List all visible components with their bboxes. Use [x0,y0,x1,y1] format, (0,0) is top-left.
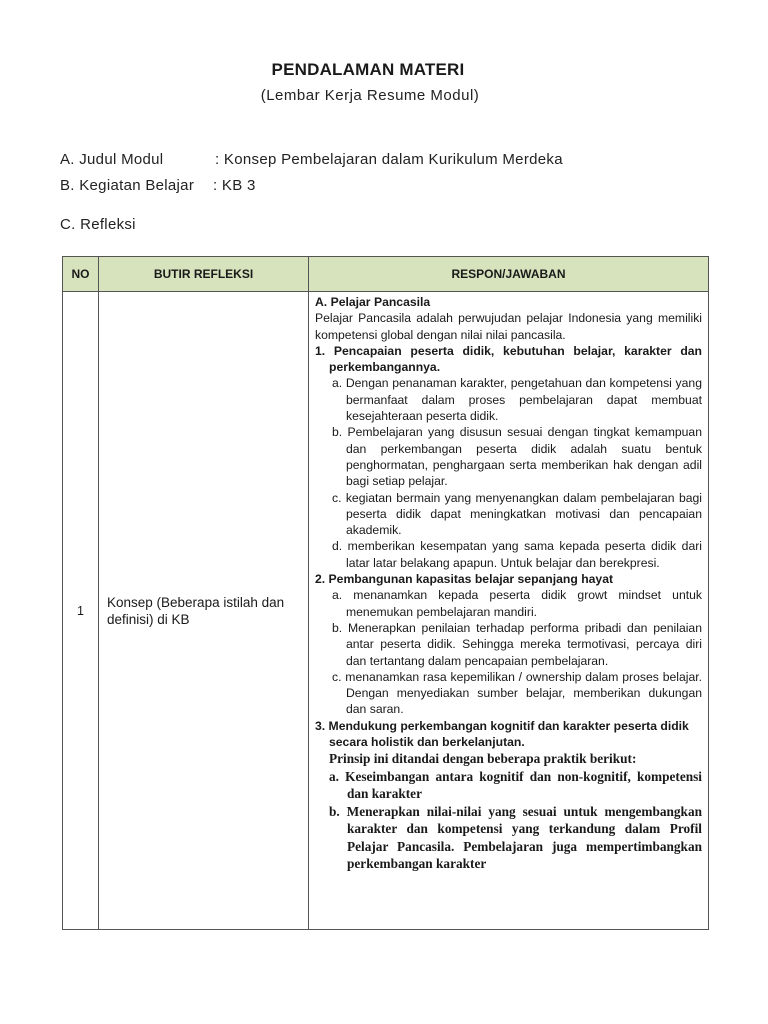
section-a-title: A. Pelajar Pancasila [315,295,431,309]
point-3-intro: Prinsip ini ditandai dengan beberapa praktik berikut: [329,751,637,767]
learning-activity-value: : KB 3 [213,177,256,194]
learning-activity-label: B. Kegiatan Belajar [60,177,195,194]
response-cell [309,292,709,930]
point-2-c: c. menanamkan rasa kepemilikan / ownership dalam proses belajar. Dengan menyediakan sumber belajar, memberikan dukungan dan saran. [332,669,702,717]
page-subtitle: (Lembar Kerja Resume Modul) [260,87,480,104]
page-title: PENDALAMAN MATERI [271,60,465,79]
point-2-title: 2. Pembangunan kapasitas belajar sepanjang hayat [315,572,614,587]
table-row [63,292,709,930]
point-2-b: b. Menerapkan penilaian terhadap performa pribadi dan penilaian antar peserta didik. Sehingga mereka termotivasi, percaya diri dan tertantang dalam pencapaian pembelajaran. [332,620,702,668]
point-1-b: b. Pembelajaran yang disusun sesuai dengan tingkat kemampuan dan perkembangan peserta didik adalah suatu bentuk penghormatan, penghargaan serta memberikan hak dengan adil bagi setiap pelajar. [332,425,702,489]
header-no: NO [63,257,99,292]
header-butir-refleksi: BUTIR REFLEKSI [99,257,309,292]
reflection-table [62,256,709,930]
header-respon-jawaban: RESPON/JAWABAN [309,257,709,292]
point-3-title: 3. Mendukung perkembangan kognitif dan karakter peserta didik secara holistik dan berkelanjutan. [315,718,689,750]
point-3-b: b. Menerapkan nilai-nilai yang sesuai untuk mengembangkan karakter dan kompetensi yang terkandung dalam Profil Pelajar Pancasila. Pembelajaran juga mempertimbangkan perkembangan karakter [329,803,702,872]
section-a-text: Pelajar Pancasila adalah perwujudan pelajar Indonesia yang memiliki kompetensi global dengan nilai nilai pancasila. [315,311,702,342]
module-title-row [60,151,563,168]
learning-activity-row [60,177,256,194]
table-header-row [63,257,709,292]
point-2-a: a. menanamkan kepada peserta didik growt mindset untuk menemukan pembelajaran mandiri. [332,588,702,619]
module-title-label: A. Judul Modul [60,151,164,168]
reflection-heading: C. Refleksi [60,216,136,233]
point-1-c: c. kegiatan bermain yang menyenangkan dalam pembelajaran bagi peserta didik dapat meningkatkan motivasi dan pencapaian akademik. [332,490,702,538]
point-3-a: a. Keseimbangan antara kognitif dan non-kognitif, kompetensi dan karakter [329,768,702,802]
row-number: 1 [63,292,99,930]
point-1-a: a. Dengan penanaman karakter, pengetahuan dan kompetensi yang bermanfaat dalam proses pembelajaran dapat membuat kesejahteraan peserta didik. [332,376,702,424]
point-1-title: 1. Pencapaian peserta didik, kebutuhan belajar, karakter dan perkembangannya. [315,343,702,375]
reflection-item: Konsep (Beberapa istilah dan definisi) di KB [99,292,309,930]
module-title-value: : Konsep Pembelajaran dalam Kurikulum Merdeka [215,151,563,168]
point-1-d: d. memberikan kesempatan yang sama kepada peserta didik dari latar latar belakang apapun. Untuk belajar dan berekpresi. [332,539,702,570]
